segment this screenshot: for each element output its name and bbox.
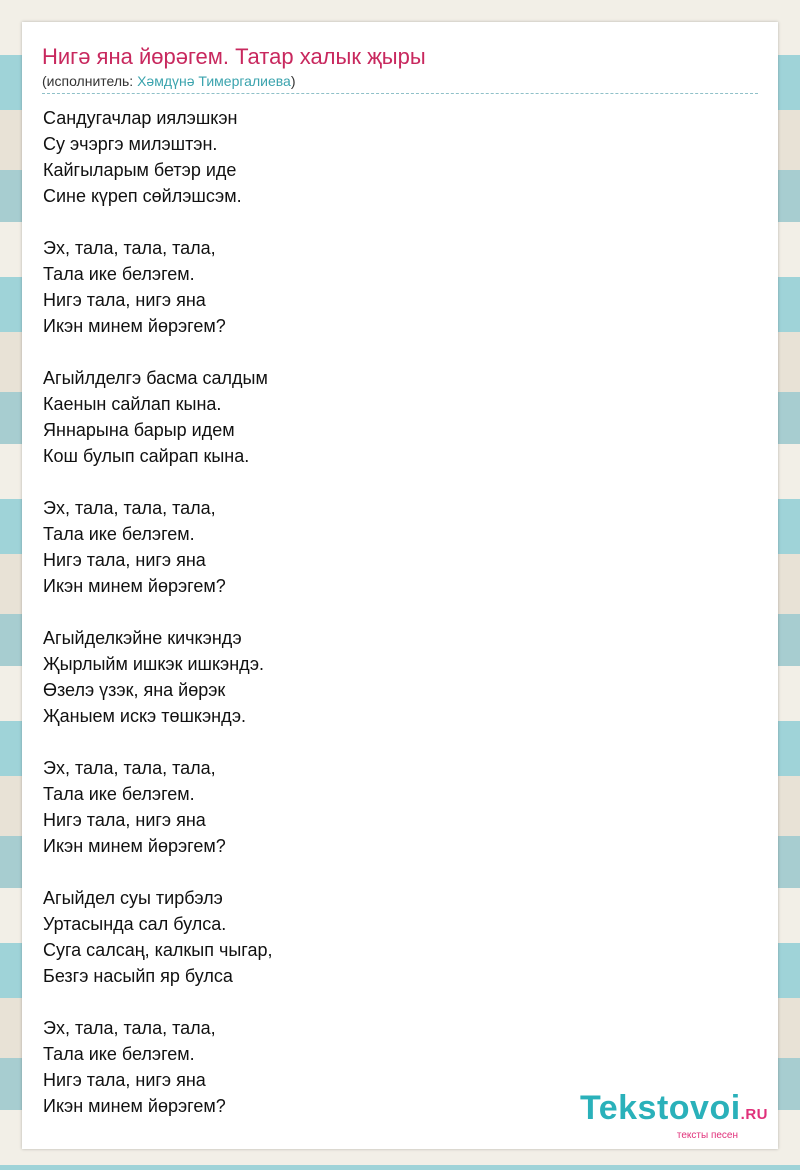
stanza-gap bbox=[43, 469, 273, 495]
logo-tagline: тексты песен bbox=[676, 1130, 738, 1141]
lyric-line: Җаныем искэ төшкэндэ. bbox=[43, 706, 247, 726]
lyric-line: Эх, тала, тала, тала, bbox=[43, 758, 216, 778]
lyric-line: Сине күреп сөйлэшсэм. bbox=[43, 186, 242, 206]
logo-name: Tekstovoi bbox=[579, 1089, 741, 1127]
lyric-line: Нигэ тала, нигэ яна bbox=[43, 810, 206, 830]
lyric-line: Уртасында сал булса. bbox=[43, 914, 227, 934]
stanza-gap bbox=[43, 729, 273, 755]
lyric-line: Тала ике белэгем. bbox=[43, 524, 195, 544]
lyric-line: Тала ике белэгем. bbox=[43, 1044, 195, 1064]
lyric-line: Суга салсаң, калкып чыгар, bbox=[43, 940, 273, 960]
lyrics-body bbox=[43, 105, 273, 1119]
lyric-line: Яннарына барыр идем bbox=[43, 420, 235, 440]
lyric-line: Икэн минем йөрэгем? bbox=[43, 1096, 226, 1116]
site-logo[interactable] bbox=[580, 1091, 768, 1141]
lyric-line: Безгэ насыйп яр булса bbox=[43, 966, 233, 986]
lyric-line: Нигэ тала, нигэ яна bbox=[43, 1070, 206, 1090]
lyric-line: Икэн минем йөрэгем? bbox=[43, 836, 226, 856]
lyric-line: Икэн минем йөрэгем? bbox=[43, 316, 226, 336]
lyric-line: Нигэ тала, нигэ яна bbox=[43, 290, 206, 310]
logo-tld: .RU bbox=[740, 1106, 768, 1123]
performer-prefix: (исполнитель: bbox=[42, 73, 138, 89]
lyric-line: Җырлыйм ишкэк ишкэндэ. bbox=[43, 654, 265, 674]
lyric-line: Нигэ тала, нигэ яна bbox=[43, 550, 206, 570]
lyric-line: Кош булып сайрап кына. bbox=[43, 446, 250, 466]
lyric-line: Кайгыларым бетэр иде bbox=[43, 160, 237, 180]
song-title: Нигә яна йөрәгем. Татар халык җыры bbox=[42, 44, 426, 69]
stanza-gap bbox=[43, 989, 273, 1015]
lyrics-sheet bbox=[22, 22, 778, 1149]
stanza-gap bbox=[43, 339, 273, 365]
stanza-gap bbox=[43, 209, 273, 235]
header-divider bbox=[42, 93, 758, 94]
lyric-line: Сандугачлар иялэшкэн bbox=[43, 108, 238, 128]
lyric-line: Тала ике белэгем. bbox=[43, 784, 195, 804]
lyric-line: Агыйдел суы тирбэлэ bbox=[43, 888, 223, 908]
lyric-line: Эх, тала, тала, тала, bbox=[43, 238, 216, 258]
lyric-line: Каенын сайлап кына. bbox=[43, 394, 222, 414]
stanza-gap bbox=[43, 859, 273, 885]
lyric-line: Эх, тала, тала, тала, bbox=[43, 498, 216, 518]
performer-suffix: ) bbox=[290, 73, 296, 89]
lyric-line: Агыйделкэйне кичкэндэ bbox=[43, 628, 242, 648]
lyric-line: Агыйлделгэ басма салдым bbox=[43, 368, 268, 388]
lyric-line: Эх, тала, тала, тала, bbox=[43, 1018, 216, 1038]
stanza-gap bbox=[43, 599, 273, 625]
lyric-line: Тала ике белэгем. bbox=[43, 264, 195, 284]
performer-link[interactable]: Хәмдүнә Тимергалиева bbox=[137, 73, 291, 89]
lyric-line: Су эчэргэ милэштэн. bbox=[43, 134, 218, 154]
lyric-line: Икэн минем йөрэгем? bbox=[43, 576, 226, 596]
performer-line bbox=[42, 73, 295, 89]
lyric-line: Өзелэ үзэк, яна йөрэк bbox=[43, 680, 226, 700]
